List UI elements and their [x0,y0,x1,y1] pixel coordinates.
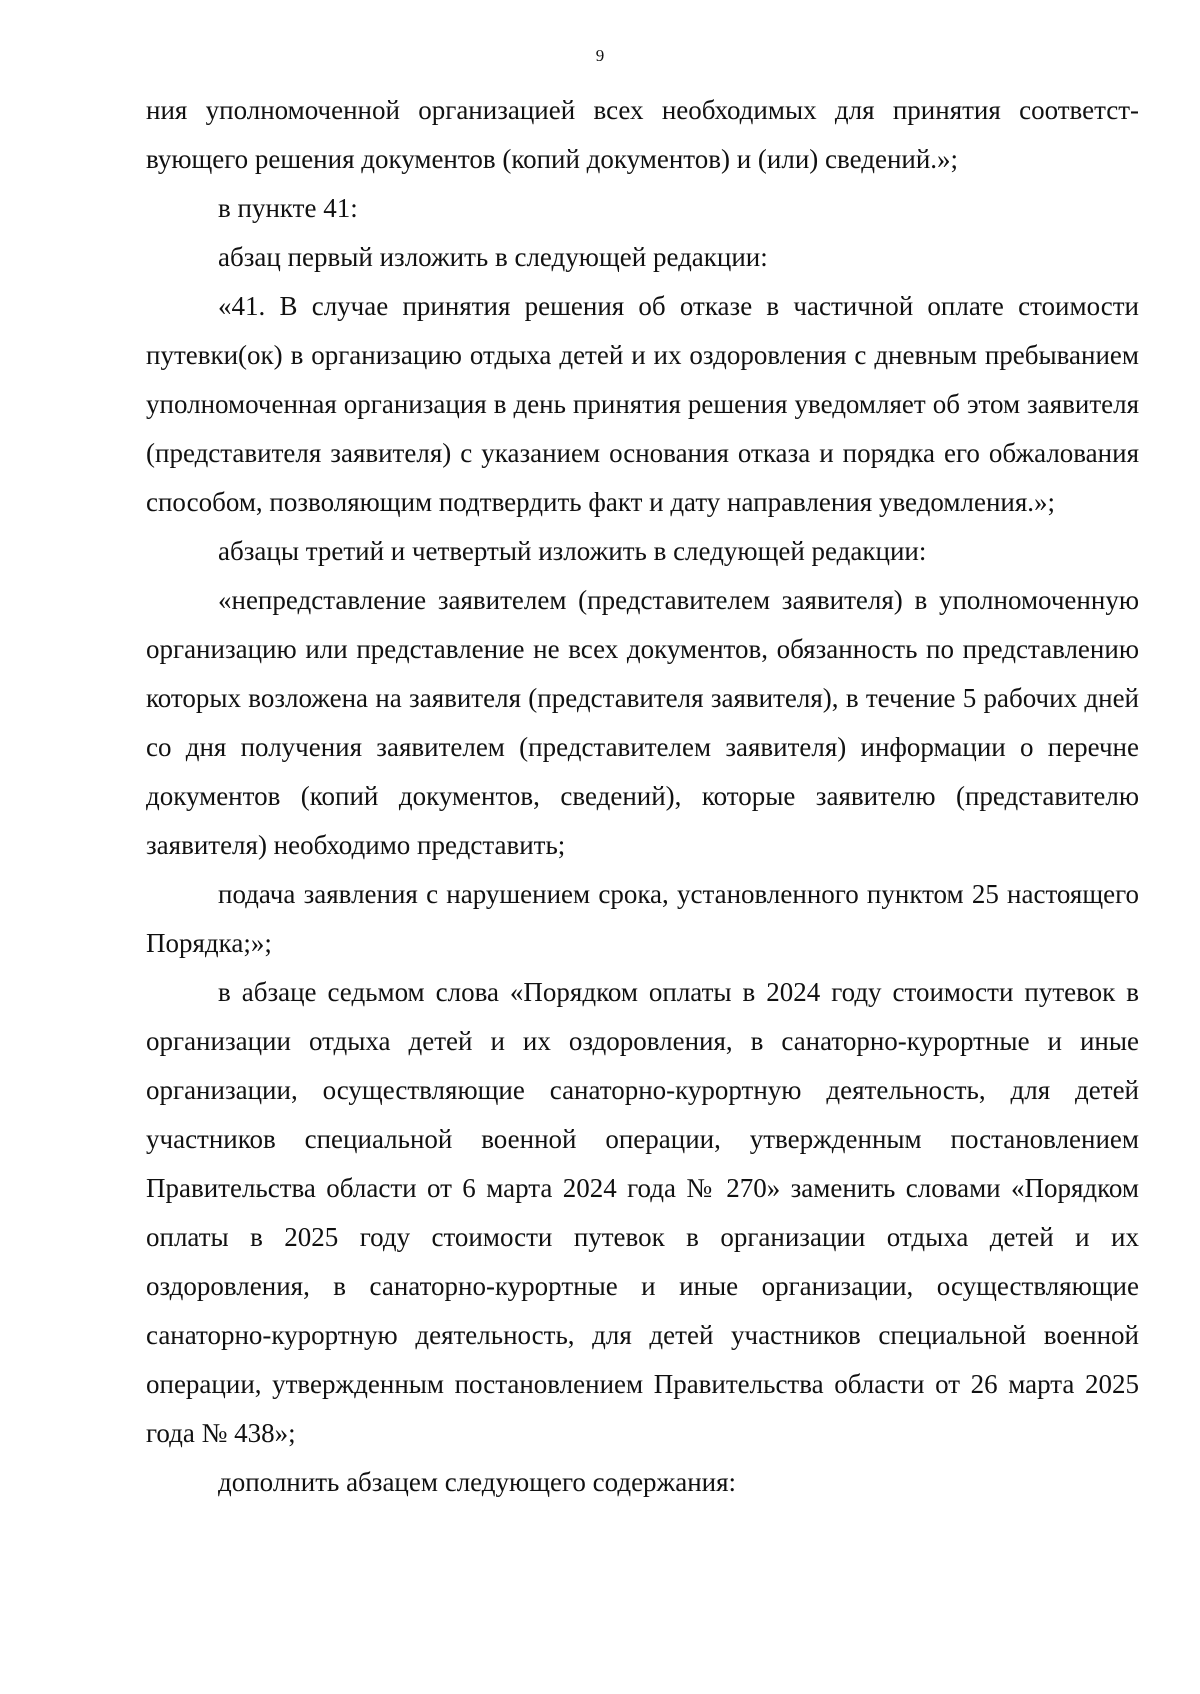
paragraph-point-41: в пункте 41: [218,193,358,223]
paragraph-new-point-41-text: «41. В случае принятия решения об отказе в частичной оплате стоимости путевки(ок) в организацию отдыха детей и их оздоровления с дневным пребыванием уполномоченная организация в день принятия решения уведомляет об этом заявителя (представителя заявителя) с указанием основания отказа и порядка его обжалования способом, позволяющим подтвердить факт и дату направления уведомления.»; [146,291,1139,517]
paragraph-first-abzac-instruction: абзац первый изложить в следующей редакции: [218,242,768,272]
paragraph-seventh-abzac-replacement: в абзаце седьмом слова «Порядком оплаты в 2024 году стоимости путевок в организации отдыха детей и их оздоровления, в санаторно-курортные и иные организации, осуществляющие санаторно-курортную деятельность, для детей участников специальной военной операции, утвержденным постановлением Правительства области от 6 марта 2024 года № 270» заменить словами «Порядком оплаты в 2025 году стоимости путевок в организации отдыха детей и их оздоровления, в санаторно-курортные и иные организации, осуществляющие санаторно-курортную деятельность, для детей участников специальной военной операции, утвержденным постановлением Правительства области от 26 марта 2025 года № 438»; [146,977,1139,1448]
paragraph-deadline-violation: подача заявления с нарушением срока, установленного пунктом 25 настоящего Порядка;»; [146,879,1139,958]
paragraph-non-submission: «непредставление заявителем (представителем заявителя) в уполномоченную организацию или представление не всех документов, обязанность по представлению которых возложена на заявителя (представителя заявителя), в течение 5 рабочих дней со дня получения заявителем (представителем заявителя) информации о перечне документов (копий документов, сведений), которые заявителю (представителю заявителя) необходимо представить; [146,585,1139,860]
page-number: 9 [595,46,605,65]
paragraph-third-fourth-instruction: абзацы третий и четвертый изложить в следующей редакции: [218,536,927,566]
paragraph-continuation: ния уполномоченной организацией всех необходимых для принятия соответст-вующего решения документов (копий документов) и (или) сведений.»; [146,95,1139,174]
document-body [146,86,1139,1507]
paragraph-add-abzac: дополнить абзацем следующего содержания: [218,1467,737,1497]
